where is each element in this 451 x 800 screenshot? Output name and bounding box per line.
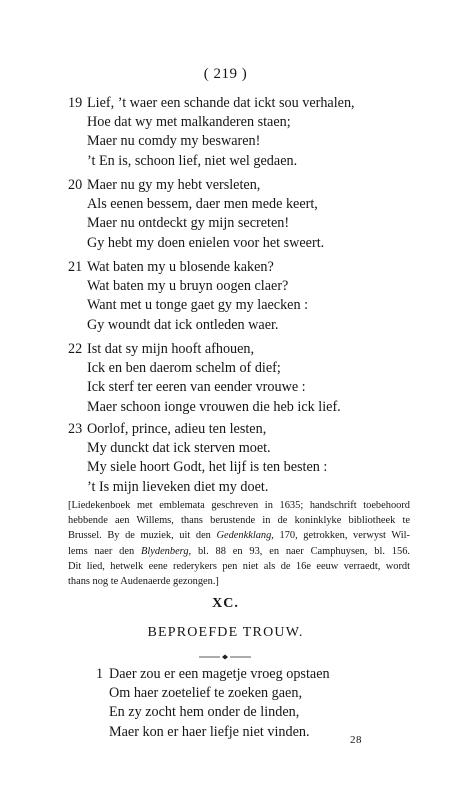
stanza-line: Wat baten my u bruyn oogen claer?: [87, 278, 289, 295]
stanza-23: [68, 420, 408, 497]
stanza-line: Om haer zoetelief te zoeken gaen,: [109, 685, 302, 702]
stanza-number: 23: [68, 421, 83, 437]
printer-signature: 28: [350, 734, 362, 746]
stanza-line: Ick en ben daerom schelm of dief;: [87, 360, 281, 377]
line-text: Ist dat sy mijn hooft afhouen,: [87, 341, 255, 357]
stanza-number: 20: [68, 177, 83, 193]
line-text: Maer nu gy my hebt versleten,: [87, 177, 261, 193]
note-line: [68, 544, 410, 559]
stanza-line: Maer schoon ionge vrouwen die heb ick lief.: [87, 398, 341, 415]
stanza-line: [68, 176, 408, 195]
line-text: Daer zou er een magetje vroeg opstaen: [109, 666, 330, 682]
section-title: BEPROEFDE TROUW.: [147, 625, 304, 640]
stanza-21: [68, 258, 408, 335]
note-line: [Liedekenboek met emblemata geschreven in 1635; handschrift toebehoord: [68, 500, 410, 511]
stanza-line: [68, 94, 408, 113]
note-text: 170, getrokken, verwyst Wil-: [273, 530, 410, 542]
note-italic-title: Gedenkklang,: [216, 530, 274, 542]
stanza-line: My siele hoort Godt, het lijf is ten besten :: [87, 459, 328, 476]
note-text: lems naer den: [68, 545, 142, 557]
note-line: hebbende aen Willems, thans berustende in de koninklyke bibliotheek te: [68, 515, 410, 527]
note-italic-title: Blydenberg,: [141, 545, 192, 557]
editorial-note: [68, 498, 410, 589]
line-text: Oorlof, prince, adieu ten lesten,: [87, 421, 267, 437]
stanza-line: Maer kon er haer liefje niet vinden.: [109, 723, 310, 740]
ornament-rule-icon: [199, 654, 251, 660]
stanza-22: [68, 340, 408, 417]
stanza-number: 1: [96, 666, 104, 682]
stanza-number: 21: [68, 259, 83, 275]
stanza-line: Als eenen bessem, daer men mede keert,: [87, 196, 318, 213]
stanza-20: [68, 176, 408, 253]
stanza-number: 19: [68, 95, 83, 111]
stanza-line: Ick sterf ter eeren van eender vrouwe :: [87, 379, 306, 396]
stanza-line: Maer nu comdy my beswaren!: [87, 133, 261, 150]
stanza-line: [96, 665, 436, 684]
note-text: Brussel. By de muziek, uit den: [68, 530, 217, 542]
stanza-1: [96, 665, 436, 742]
note-line: Dit lied, hetwelk eene rederykers pen niet als de 16e eeuw verraedt, wordt: [68, 560, 410, 572]
stanza-line: Gy hebt my doen enielen voor het sweert.: [87, 234, 325, 251]
stanza-line: [68, 340, 408, 359]
stanza-line: ’t Is mijn lieveken diet my doet.: [87, 478, 269, 495]
section-number: XC.: [212, 596, 239, 611]
stanza-line: [68, 420, 408, 439]
stanza-line: ’t En is, schoon lief, niet wel gedaen.: [87, 152, 298, 169]
stanza-line: Hoe dat wy met malkanderen staen;: [87, 114, 291, 131]
stanza-line: My dunckt dat ick sterven moet.: [87, 440, 271, 457]
page-number: ( 219 ): [203, 66, 248, 82]
note-line: [68, 528, 410, 543]
note-text: bl. 88 en 93, en naer Camphuysen, bl. 156.: [191, 545, 410, 557]
line-text: Wat baten my u blosende kaken?: [87, 259, 274, 275]
stanza-line: Gy woundt dat ick ontleden waer.: [87, 316, 279, 333]
stanza-line: Maer nu ontdeckt gy mijn secreten!: [87, 215, 290, 232]
stanza-19: [68, 94, 408, 171]
stanza-line: [68, 258, 408, 277]
stanza-number: 22: [68, 341, 83, 357]
stanza-line: En zy zocht hem onder de linden,: [109, 704, 300, 721]
stanza-line: Want met u tonge gaet gy my laecken :: [87, 297, 309, 314]
note-line: thans nog te Audenaerde gezongen.]: [68, 575, 219, 587]
line-text: Lief, ’t waer een schande dat ickt sou verhalen,: [87, 95, 355, 111]
